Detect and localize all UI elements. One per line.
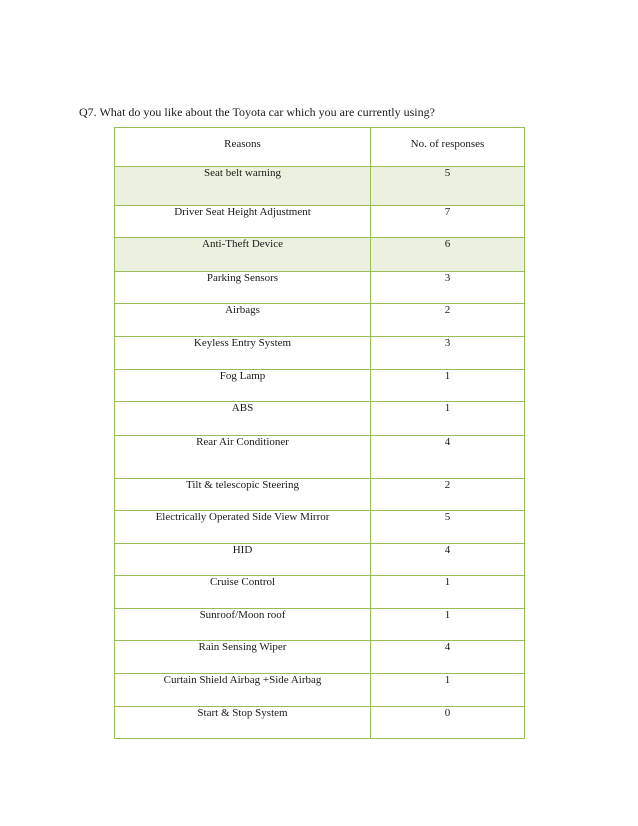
table-row xyxy=(115,272,525,304)
header-reasons: Reasons xyxy=(115,128,371,167)
response-count-cell: 1 xyxy=(371,674,525,707)
response-count-cell: 4 xyxy=(371,436,525,479)
table-row xyxy=(115,238,525,272)
table-row xyxy=(115,544,525,576)
response-count-cell: 4 xyxy=(371,544,525,576)
response-count-cell: 1 xyxy=(371,370,525,402)
reason-cell: Seat belt warning xyxy=(115,167,371,206)
reason-cell: Driver Seat Height Adjustment xyxy=(115,206,371,238)
reason-cell: Keyless Entry System xyxy=(115,337,371,370)
responses-table xyxy=(114,127,525,739)
reason-cell: Cruise Control xyxy=(115,576,371,609)
table-row xyxy=(115,576,525,609)
reason-cell: Tilt & telescopic Steering xyxy=(115,479,371,511)
reason-cell: Rain Sensing Wiper xyxy=(115,641,371,674)
table-row xyxy=(115,436,525,479)
table-row xyxy=(115,206,525,238)
table-row xyxy=(115,479,525,511)
table-row xyxy=(115,707,525,739)
reason-cell: Parking Sensors xyxy=(115,272,371,304)
response-count-cell: 6 xyxy=(371,238,525,272)
header-responses: No. of responses xyxy=(371,128,525,167)
reason-cell: Electrically Operated Side View Mirror xyxy=(115,511,371,544)
response-count-cell: 3 xyxy=(371,337,525,370)
table-row xyxy=(115,337,525,370)
reason-cell: Fog Lamp xyxy=(115,370,371,402)
table-row xyxy=(115,402,525,436)
reason-cell: Sunroof/Moon roof xyxy=(115,609,371,641)
response-count-cell: 1 xyxy=(371,402,525,436)
table-row xyxy=(115,674,525,707)
reason-cell: HID xyxy=(115,544,371,576)
reason-cell: ABS xyxy=(115,402,371,436)
reason-cell: Rear Air Conditioner xyxy=(115,436,371,479)
table-row xyxy=(115,609,525,641)
table-row xyxy=(115,370,525,402)
response-count-cell: 3 xyxy=(371,272,525,304)
response-count-cell: 4 xyxy=(371,641,525,674)
reason-cell: Start & Stop System xyxy=(115,707,371,739)
table-row xyxy=(115,511,525,544)
reason-cell: Curtain Shield Airbag +Side Airbag xyxy=(115,674,371,707)
response-count-cell: 5 xyxy=(371,511,525,544)
table-row xyxy=(115,167,525,206)
response-count-cell: 2 xyxy=(371,479,525,511)
response-count-cell: 7 xyxy=(371,206,525,238)
response-count-cell: 5 xyxy=(371,167,525,206)
reason-cell: Airbags xyxy=(115,304,371,337)
response-count-cell: 1 xyxy=(371,609,525,641)
reason-cell: Anti-Theft Device xyxy=(115,238,371,272)
table-row xyxy=(115,641,525,674)
response-count-cell: 1 xyxy=(371,576,525,609)
question-text: Q7. What do you like about the Toyota car which you are currently using? xyxy=(79,105,435,119)
table-row xyxy=(115,304,525,337)
response-count-cell: 2 xyxy=(371,304,525,337)
table-header-row xyxy=(115,128,525,167)
response-count-cell: 0 xyxy=(371,707,525,739)
